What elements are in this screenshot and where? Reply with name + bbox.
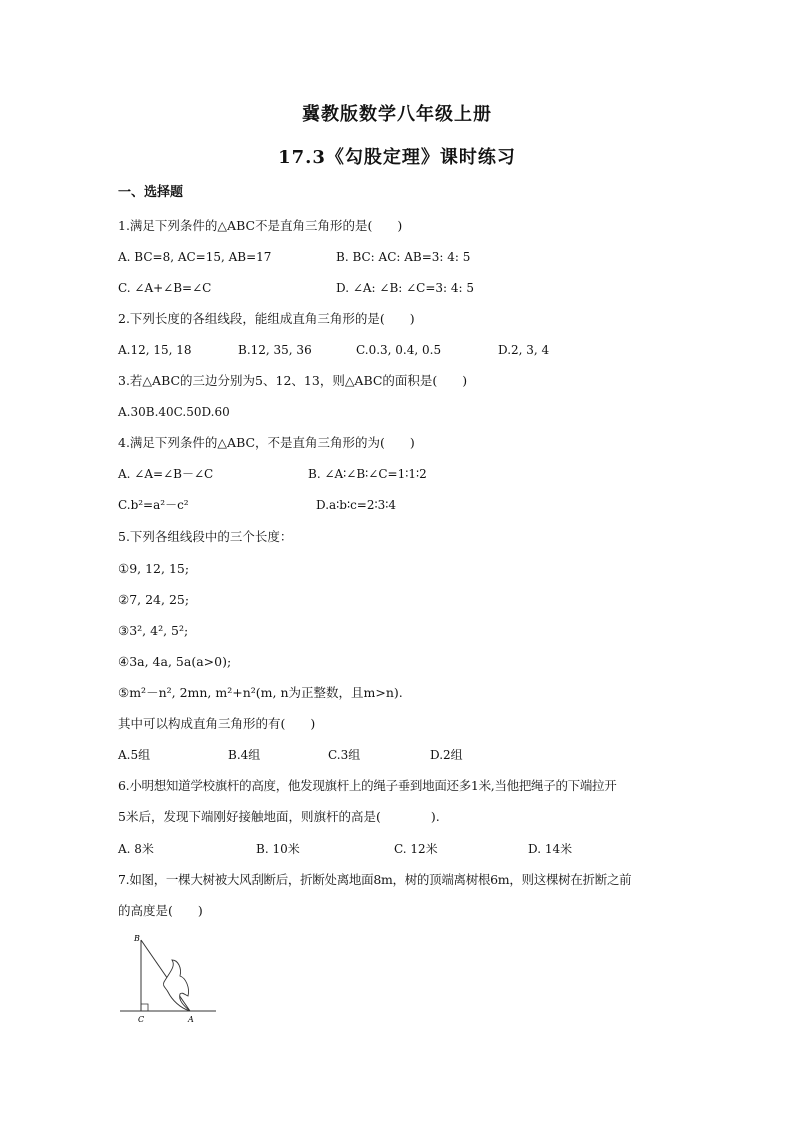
question-6-option-b: B. 10米 [256,842,300,856]
question-6-option-c: C. 12米 [394,842,438,856]
question-3-stem: 3.若△ABC的三边分别为5、12、13，则△ABC的面积是( ) [118,373,468,388]
question-5-option-c: C.3组 [328,748,361,762]
question-5-stem: 5.下列各组线段中的三个长度： [118,529,293,544]
question-6-stem-line-1: 6.小明想知道学校旗杆的高度，他发现旗杆上的绳子垂到地面还多1米,当他把绳子的下端拉开 [118,778,617,793]
question-2-option-a: A.12, 15, 18 [118,343,192,357]
question-1-stem: 1.满足下列条件的△ABC不是直角三角形的是( ) [118,218,403,233]
question-2-option-c: C.0.3, 0.4, 0.5 [356,343,442,357]
question-2-options-row [118,341,718,359]
question-5-item: ①9, 12, 15; [118,561,190,576]
question-6-options-row [118,840,718,858]
question-5-question: 其中可以构成直角三角形的有( ) [118,716,316,731]
broken-tree-figure [112,930,222,1025]
question-4-option-b: B. ∠A∶∠B∶∠C=1∶1∶2 [308,467,427,481]
question-2-option-b: B.12, 35, 36 [238,343,312,357]
question-1-options-row-2 [118,279,718,297]
question-5-item: ②7, 24, 25; [118,592,190,607]
page-subtitle: 17.3《勾股定理》课时练习 [278,147,516,168]
page-title: 冀教版数学八年级上册 [302,104,492,125]
question-1-options-row-1 [118,248,718,266]
question-2-option-d: D.2, 3, 4 [498,343,550,357]
broken-top-ba [141,940,190,1011]
question-4-option-d: D.a∶b∶c=2∶3∶4 [316,498,397,512]
section-heading: 一、选择题 [118,185,184,200]
question-6-option-d: D. 14米 [528,842,573,856]
question-5-item: ④3a, 4a, 5a(a>0); [118,654,232,669]
question-5-item: ③3², 4², 5²; [118,623,189,638]
question-3-options: A.30B.40C.50D.60 [118,405,230,419]
label-b: B [134,934,140,943]
question-1-option-a: A. BC=8, AC=15, AB=17 [118,250,272,264]
question-2-stem: 2.下列长度的各组线段，能组成直角三角形的是( ) [118,311,415,326]
question-5-item: ⑤m²－n², 2mn, m²+n²(m, n为正整数，且m>n). [118,685,403,700]
question-4-option-c: C.b²=a²－c² [118,498,189,512]
question-1-option-c: C. ∠A+∠B=∠C [118,281,212,295]
question-4-stem: 4.满足下列条件的△ABC，不是直角三角形的为( ) [118,435,415,450]
question-5-option-a: A.5组 [118,748,151,762]
question-5-option-d: D.2组 [430,748,463,762]
question-4-options-row-1 [118,465,718,483]
question-7-stem-line-2: 的高度是( ) [118,903,203,918]
question-7-stem-line-1: 7.如图，一棵大树被大风刮断后，折断处离地面8m，树的顶端离树根6m，则这棵树在折断之前 [118,872,632,887]
label-c: C [138,1015,145,1024]
question-6-stem-line-2: 5米后，发现下端刚好接触地面，则旗杆的高是( ). [118,809,440,824]
tree-crown-shape [163,960,190,1011]
right-angle-mark [141,1004,148,1011]
label-a: A [188,1015,194,1024]
question-4-options-row-2 [118,496,718,514]
question-6-option-a: A. 8米 [118,842,154,856]
question-1-option-d: D. ∠A: ∠B: ∠C=3: 4: 5 [336,281,475,295]
question-5-option-b: B.4组 [228,748,261,762]
question-5-options-row [118,746,718,764]
question-4-option-a: A. ∠A=∠B－∠C [118,467,214,481]
question-1-option-b: B. BC: AC: AB=3: 4: 5 [336,250,471,264]
